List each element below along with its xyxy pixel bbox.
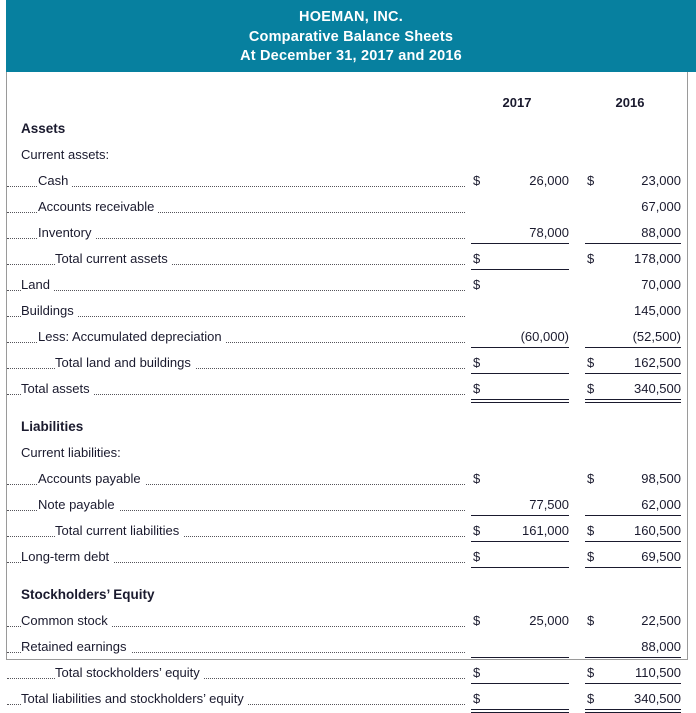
row-label (7, 350, 465, 376)
balance-sheet-rows (7, 72, 687, 712)
row-label (7, 272, 465, 298)
value-2017 (465, 220, 575, 246)
row-label (7, 518, 465, 544)
value-2017 (465, 686, 575, 712)
double-underline (471, 399, 569, 400)
balance-sheet-body (6, 72, 688, 706)
row-label-text: Buildings (21, 303, 78, 318)
single-underline (471, 269, 569, 270)
value-2017-amount: 25,000 (529, 613, 569, 628)
value-2017-amount: (60,000) (520, 329, 569, 344)
single-underline (471, 567, 569, 568)
balance-sheet-row (7, 660, 687, 686)
section-heading-row (7, 116, 687, 142)
dollar-sign: $ (473, 381, 481, 396)
value-2016 (579, 544, 687, 570)
value-2016 (579, 466, 687, 492)
balance-sheet-row (7, 246, 687, 272)
single-underline (585, 567, 681, 568)
single-underline (585, 373, 681, 374)
double-underline (585, 399, 681, 400)
row-label (7, 194, 465, 220)
dollar-sign: $ (473, 549, 481, 564)
row-label-text: Total stockholders’ equity (55, 665, 204, 680)
dollar-sign: $ (587, 471, 595, 486)
row-label (7, 492, 465, 518)
row-label (7, 608, 465, 634)
value-2017-amount: 26,000 (529, 173, 569, 188)
single-underline (585, 515, 681, 516)
dollar-sign: $ (587, 173, 595, 188)
value-2016 (579, 660, 687, 686)
dollar-sign: $ (473, 471, 481, 486)
column-header-2017: 2017 (502, 95, 532, 110)
dollar-sign: $ (587, 613, 595, 628)
row-label (7, 440, 465, 466)
balance-sheet-row (7, 634, 687, 660)
section-heading (7, 414, 465, 440)
row-label (7, 686, 465, 712)
value-2016 (579, 376, 687, 402)
dot-leader (7, 186, 465, 187)
row-label-text: Accounts payable (38, 471, 145, 486)
dollar-sign: $ (587, 251, 595, 266)
section-heading-label: Liabilities (21, 419, 87, 434)
value-2016 (579, 440, 687, 466)
value-2016 (579, 518, 687, 544)
balance-sheet-row (7, 350, 687, 376)
dollar-sign: $ (473, 355, 481, 370)
value-2016 (579, 220, 687, 246)
value-2016-amount: 98,500 (641, 471, 681, 486)
balance-sheet-row (7, 440, 687, 466)
section-heading-2017 (465, 116, 575, 142)
row-label (7, 324, 465, 350)
balance-sheet-row (7, 272, 687, 298)
value-2016-amount: 162,500 (634, 355, 681, 370)
value-2016 (579, 272, 687, 298)
section-heading-row (7, 582, 687, 608)
value-2016-amount: 340,500 (634, 381, 681, 396)
value-2017 (465, 376, 575, 402)
value-2016-amount: 110,500 (634, 665, 681, 680)
value-2016-amount: 69,500 (641, 549, 681, 564)
dollar-sign: $ (587, 381, 595, 396)
value-2016-amount: (52,500) (632, 329, 681, 344)
value-2017 (465, 466, 575, 492)
balance-sheet-row (7, 376, 687, 402)
dollar-sign: $ (587, 665, 595, 680)
dollar-sign: $ (473, 665, 481, 680)
value-2017 (465, 142, 575, 168)
value-2016-amount: 340,500 (634, 691, 681, 706)
value-2016-amount: 67,000 (641, 199, 681, 214)
value-2016 (579, 142, 687, 168)
row-label-text: Long-term debt (21, 549, 113, 564)
spacer-cell (7, 570, 687, 582)
dollar-sign: $ (473, 613, 481, 628)
value-2016 (579, 608, 687, 634)
dollar-sign: $ (473, 691, 481, 706)
value-2017 (465, 440, 575, 466)
value-2016 (579, 324, 687, 350)
row-label-text: Common stock (21, 613, 112, 628)
value-2017 (465, 660, 575, 686)
single-underline (471, 657, 569, 658)
balance-sheet-row (7, 492, 687, 518)
row-label (7, 544, 465, 570)
section-heading-2017 (465, 414, 575, 440)
dollar-sign: $ (473, 251, 481, 266)
row-label-text: Total assets (21, 381, 94, 396)
value-2016-amount: 145,000 (634, 303, 681, 318)
row-label-text: Current assets: (21, 147, 113, 162)
section-heading-row (7, 414, 687, 440)
row-label (7, 466, 465, 492)
column-header-blank (7, 72, 465, 116)
value-2016-amount: 22,500 (641, 613, 681, 628)
value-2016 (579, 686, 687, 712)
balance-sheet-row (7, 686, 687, 712)
balance-sheet-table (7, 72, 687, 712)
section-heading-2017 (465, 582, 575, 608)
row-label-text: Retained earnings (21, 639, 131, 654)
row-label-text: Land (21, 277, 54, 292)
value-2016-amount: 88,000 (641, 225, 681, 240)
value-2017 (465, 608, 575, 634)
value-2017 (465, 634, 575, 660)
dollar-sign: $ (587, 549, 595, 564)
section-heading-2016 (579, 414, 687, 440)
balance-sheet-row (7, 518, 687, 544)
value-2017 (465, 324, 575, 350)
value-2016-amount: 88,000 (641, 639, 681, 654)
section-heading (7, 116, 465, 142)
dollar-sign: $ (587, 691, 595, 706)
statement-period: At December 31, 2017 and 2016 (240, 48, 462, 64)
value-2017-amount: 77,500 (529, 497, 569, 512)
single-underline (585, 657, 681, 658)
balance-sheet-row (7, 466, 687, 492)
column-header-2016: 2016 (615, 95, 645, 110)
value-2017 (465, 272, 575, 298)
value-2016-amount: 23,000 (641, 173, 681, 188)
single-underline (585, 541, 681, 542)
value-2017 (465, 544, 575, 570)
single-underline (471, 347, 569, 348)
value-2016-amount: 62,000 (641, 497, 681, 512)
value-2016 (579, 194, 687, 220)
single-underline (585, 683, 681, 684)
row-label-text: Total current liabilities (55, 523, 183, 538)
column-header-row (7, 72, 687, 116)
value-2017 (465, 492, 575, 518)
section-heading-2016 (579, 582, 687, 608)
section-heading-label: Assets (21, 121, 69, 136)
row-label (7, 168, 465, 194)
row-label-text: Current liabilities: (21, 445, 125, 460)
balance-sheet-row (7, 220, 687, 246)
document-header-banner (6, 0, 696, 72)
value-2017 (465, 168, 575, 194)
row-label (7, 220, 465, 246)
balance-sheet-row (7, 168, 687, 194)
value-2016 (579, 492, 687, 518)
row-label (7, 142, 465, 168)
value-2017 (465, 246, 575, 272)
balance-sheet-row (7, 142, 687, 168)
value-2016 (579, 246, 687, 272)
row-label (7, 298, 465, 324)
statement-title: Comparative Balance Sheets (248, 28, 454, 45)
value-2017-amount: 78,000 (529, 225, 569, 240)
spacer-cell (7, 402, 687, 414)
row-label (7, 660, 465, 686)
row-label-text: Note payable (38, 497, 119, 512)
row-label-text: Total land and buildings (55, 355, 195, 370)
section-heading (7, 582, 465, 608)
balance-sheet-row (7, 298, 687, 324)
row-label-text: Less: Accumulated depreciation (38, 329, 226, 344)
row-label-text: Total current assets (55, 251, 172, 266)
single-underline (471, 515, 569, 516)
balance-sheet-row (7, 608, 687, 634)
double-underline (471, 709, 569, 710)
row-label-text: Cash (38, 173, 72, 188)
balance-sheet-row (7, 324, 687, 350)
value-2017 (465, 518, 575, 544)
balance-sheet-row (7, 544, 687, 570)
value-2017 (465, 194, 575, 220)
dot-leader (7, 290, 465, 291)
section-heading-label: Stockholders’ Equity (21, 587, 159, 602)
single-underline (471, 541, 569, 542)
section-heading-2016 (579, 116, 687, 142)
dollar-sign: $ (587, 523, 595, 538)
value-2017-amount: 161,000 (522, 523, 569, 538)
value-2016-amount: 178,000 (634, 251, 681, 266)
section-spacer (7, 570, 687, 582)
value-2016 (579, 350, 687, 376)
row-label-text: Inventory (38, 225, 95, 240)
value-2017 (465, 298, 575, 324)
dollar-sign: $ (473, 277, 481, 292)
row-label-text: Accounts receivable (38, 199, 158, 214)
dollar-sign: $ (473, 173, 481, 188)
row-label (7, 246, 465, 272)
single-underline (471, 683, 569, 684)
double-underline (585, 709, 681, 710)
value-2016-amount: 70,000 (641, 277, 681, 292)
dollar-sign: $ (473, 523, 481, 538)
row-label (7, 634, 465, 660)
dollar-sign: $ (587, 355, 595, 370)
value-2016 (579, 634, 687, 660)
section-spacer (7, 402, 687, 414)
single-underline (471, 243, 569, 244)
value-2017 (465, 350, 575, 376)
single-underline (585, 347, 681, 348)
value-2016-amount: 160,500 (634, 523, 681, 538)
row-label (7, 376, 465, 402)
company-name: HOEMAN, INC. (299, 9, 403, 25)
row-label-text: Total liabilities and stockholders’ equity (21, 691, 248, 706)
value-2016 (579, 298, 687, 324)
value-2016 (579, 168, 687, 194)
single-underline (585, 243, 681, 244)
single-underline (471, 373, 569, 374)
balance-sheet-row (7, 194, 687, 220)
